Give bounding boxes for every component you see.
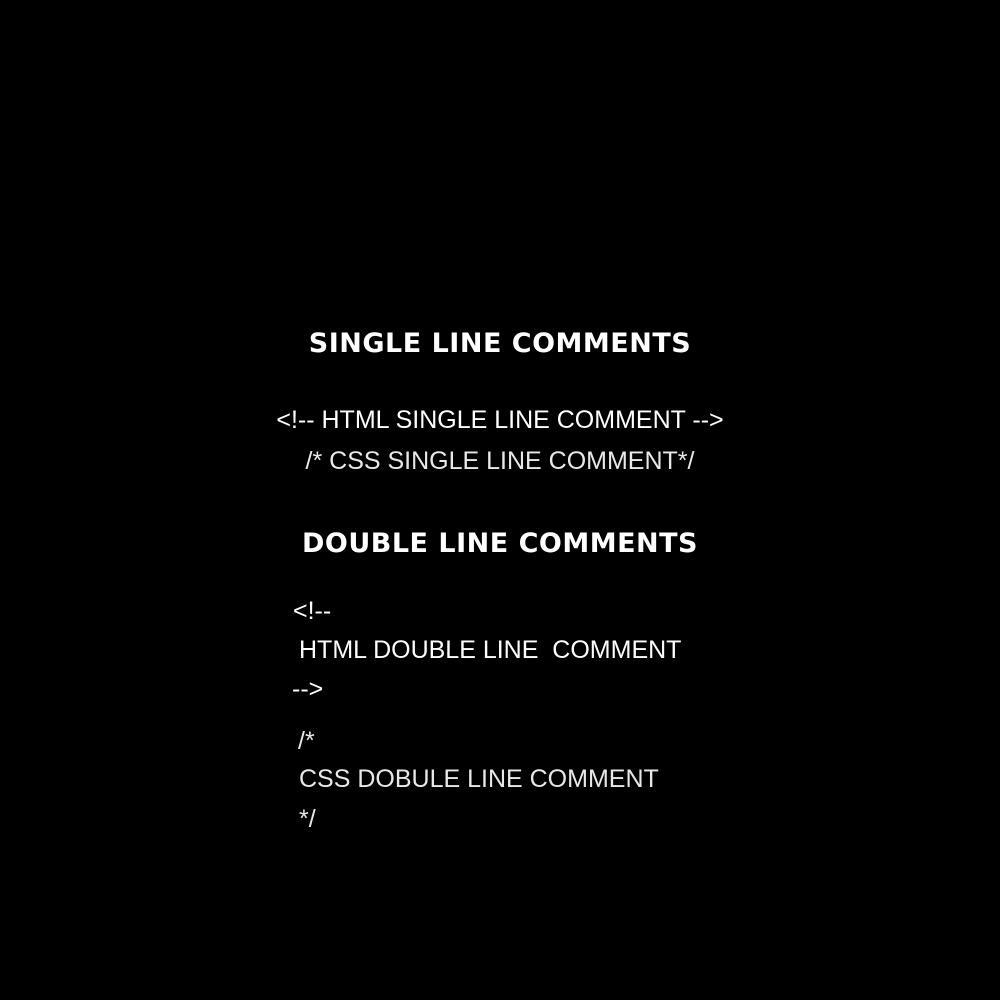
css-single-line-comment: /* CSS SINGLE LINE COMMENT*/ — [305, 447, 695, 475]
html-single-line-comment: <!-- HTML SINGLE LINE COMMENT --> — [276, 406, 724, 434]
css-double-comment-open: /* — [298, 727, 315, 755]
html-double-comment-body: HTML DOUBLE LINE COMMENT — [299, 636, 682, 664]
html-double-comment-open: <!-- — [293, 597, 332, 625]
css-double-comment-close: */ — [299, 805, 316, 833]
html-double-comment-close: --> — [292, 675, 324, 703]
double-line-heading: DOUBLE LINE COMMENTS — [301, 528, 698, 559]
css-double-comment-body: CSS DOBULE LINE COMMENT — [299, 765, 659, 793]
single-line-heading: SINGLE LINE COMMENTS — [308, 328, 692, 359]
